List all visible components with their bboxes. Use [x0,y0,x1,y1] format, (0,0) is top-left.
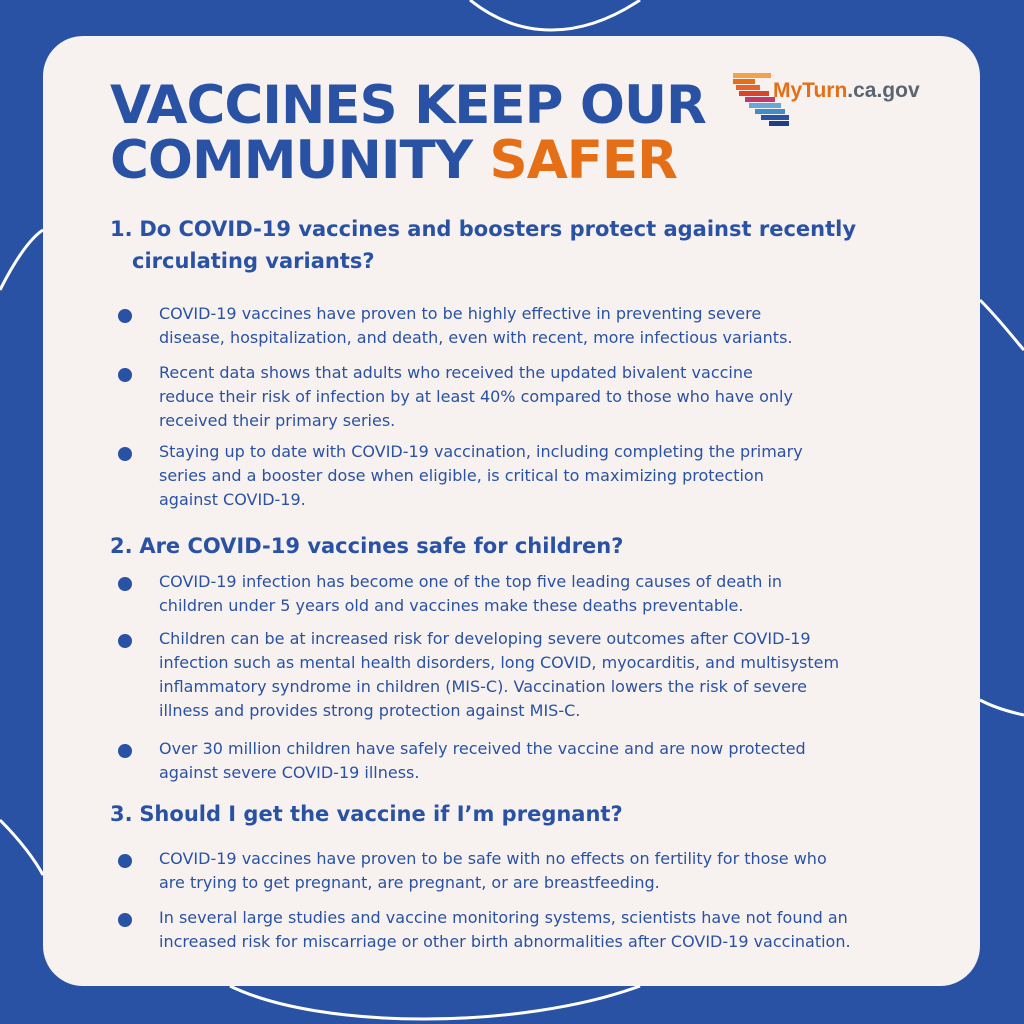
bullet-text-line: In several large studies and vaccine monitoring systems, scientists have not found an [159,908,848,927]
bullet-dot [118,368,132,382]
question-number: 2. [110,534,133,558]
bullet-dot [118,309,132,323]
question-3 [110,798,623,830]
bullet-text-line: Recent data shows that adults who received the updated bivalent vaccine [159,363,753,382]
question-text-line-1: Should I get the vaccine if I’m pregnant? [139,802,623,826]
info-card [43,36,980,986]
bullet-text-line: received their primary series. [159,411,396,430]
bullet-text-line: Over 30 million children have safely received the vaccine and are now protected [159,739,806,758]
logo-wordmark [773,79,920,103]
page-title [110,75,706,191]
bullet-text-line: disease, hospitalization, and death, even with recent, more infectious variants. [159,328,793,347]
bullet-list-2 [109,570,919,785]
bullet-text-line: COVID-19 vaccines have proven to be safe with no effects on fertility for those who [159,849,827,868]
question-text-line-1: Are COVID-19 vaccines safe for children? [139,534,624,558]
logo-brand: MyTurn [773,79,848,102]
list-item [109,361,919,440]
list-item [109,737,919,785]
bullet-text-line: against severe COVID-19 illness. [159,763,420,782]
title-line-2: COMMUNITY [110,130,490,191]
bullet-text-line: infection such as mental health disorders, long COVID, myocarditis, and multisystem [159,653,840,672]
logo-domain: .ca.gov [847,79,920,102]
list-item [109,906,919,954]
bullet-text-line: against COVID-19. [159,490,306,509]
bullet-dot [118,447,132,461]
bullet-text-line: Staying up to date with COVID-19 vaccination, including completing the primary [159,442,803,461]
bullet-text-line: are trying to get pregnant, are pregnant, or are breastfeeding. [159,873,660,892]
bullet-text-line: COVID-19 vaccines have proven to be highly effective in preventing severe [159,304,762,323]
bullet-dot [118,854,132,868]
bullet-text-line: illness and provides strong protection against MIS-C. [159,701,581,720]
bullet-dot [118,577,132,591]
bullet-list-3 [109,847,919,954]
myturn-logo [733,70,933,134]
title-accent-word: SAFER [489,130,677,191]
question-1 [110,213,856,277]
bullet-text-line: reduce their risk of infection by at least 40% compared to those who have only [159,387,793,406]
bullet-dot [118,634,132,648]
bullet-dot [118,913,132,927]
bullet-text-line: COVID-19 infection has become one of the top five leading causes of death in [159,572,783,591]
bullet-text-line: increased risk for miscarriage or other birth abnormalities after COVID-19 vaccination. [159,932,851,951]
question-text-line-2: circulating variants? [132,249,375,273]
question-2 [110,530,623,562]
question-number: 1. [110,217,133,241]
bullet-text-line: inflammatory syndrome in children (MIS-C). Vaccination lowers the risk of severe [159,677,808,696]
bullet-text-line: children under 5 years old and vaccines make these deaths preventable. [159,596,744,615]
list-item [109,627,919,737]
list-item [109,440,919,512]
list-item [109,302,919,361]
question-number: 3. [110,802,133,826]
question-text-line-1: Do COVID-19 vaccines and boosters protect against recently [139,217,857,241]
bullet-list-1 [109,302,919,512]
list-item [109,847,919,906]
bullet-text-line: Children can be at increased risk for developing severe outcomes after COVID-19 [159,629,811,648]
list-item [109,570,919,627]
title-line-1: VACCINES KEEP OUR [110,75,706,136]
bullet-dot [118,744,132,758]
bullet-text-line: series and a booster dose when eligible, is critical to maximizing protection [159,466,764,485]
